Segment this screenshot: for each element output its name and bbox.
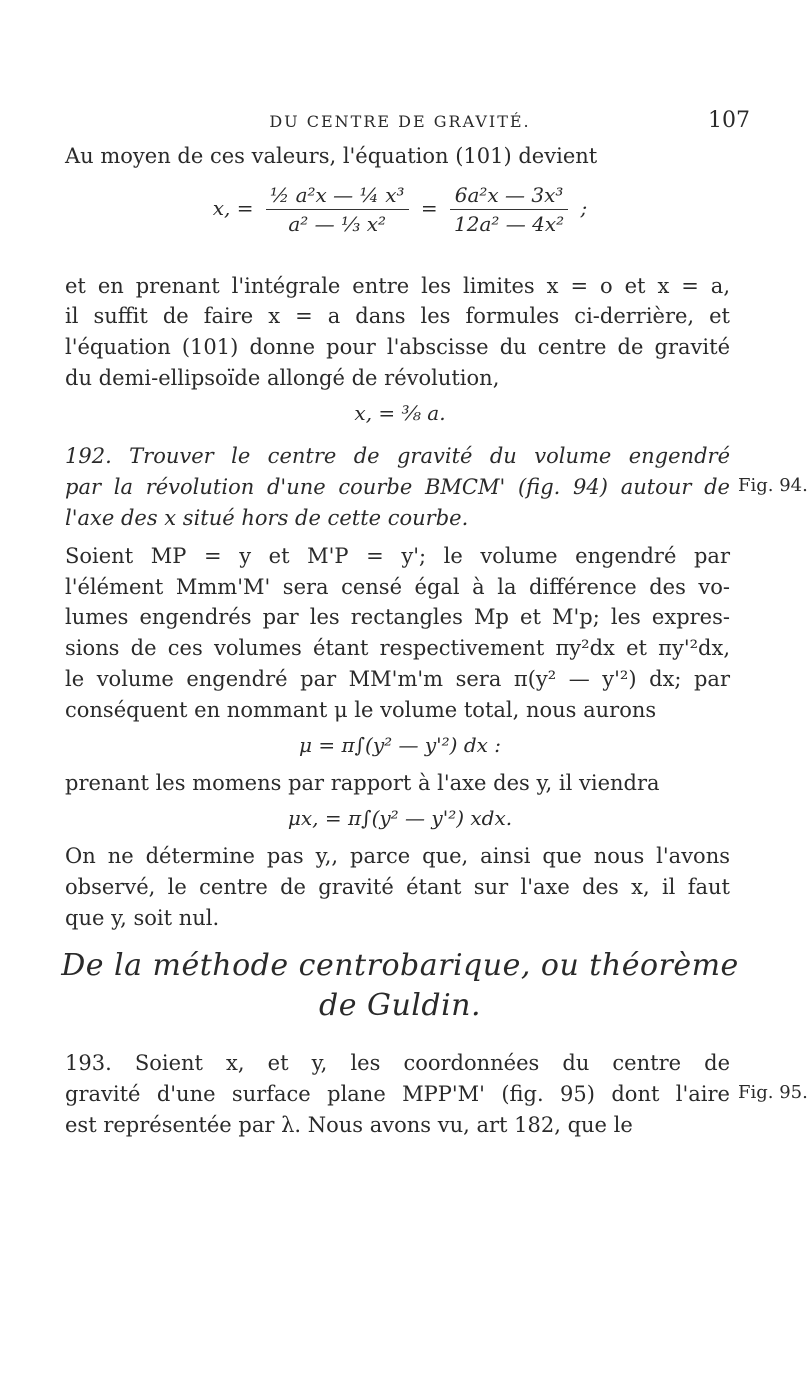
section-heading: De la méthode centrobarique, ou théorème: [61, 948, 739, 983]
paragraph-line: lumes engendrés par les rectangles Mp et M'p; les expres-: [65, 605, 730, 629]
paragraph-line: l'équation (101) donne pour l'abscisse du centre de gravité: [65, 335, 730, 359]
paragraph-line: prenant les momens par rapport à l'axe des y, il viendra: [65, 771, 660, 795]
paragraph-line: 193. Soient x, et y, les coordonnées du centre de: [65, 1051, 730, 1075]
paragraph-line: conséquent en nommant μ le volume total, nous aurons: [65, 698, 657, 722]
fraction-numerator: 6a²x — 3x³: [450, 183, 568, 210]
paragraph-line: l'élément Mmm'M' sera censé égal à la différence des vo-: [65, 575, 730, 599]
margin-figure-ref: Fig. 94.: [738, 475, 808, 496]
equation-moment: μx, = π∫(y² — y'²) xdx.: [287, 806, 513, 830]
equation-volume: μ = π∫(y² — y'²) dx :: [298, 733, 502, 757]
paragraph-line: gravité d'une surface plane MPP'M' (fig. 95) dont l'aire: [65, 1082, 730, 1106]
paragraph-line: On ne détermine pas y,, parce que, ainsi que nous l'avons: [65, 844, 730, 868]
eq-equals: =: [420, 196, 438, 220]
eq-lhs: x, =: [212, 196, 254, 220]
margin-figure-ref: Fig. 95.: [738, 1082, 808, 1103]
equation-fraction: [0, 183, 800, 236]
eq-end: ;: [580, 196, 588, 220]
paragraph-line: il suffit de faire x = a dans les formules ci-derrière, et: [65, 304, 730, 328]
paragraph-line: Soient MP = y et M'P = y'; le volume engendré par: [65, 544, 730, 568]
running-header: DU CENTRE DE GRAVITÉ.: [269, 112, 531, 131]
fraction-denominator: 12a² — 4x²: [454, 212, 565, 236]
paragraph-line: du demi-ellipsoïde allongé de révolution,: [65, 366, 500, 390]
problem-statement-line: 192. Trouver le centre de gravité du volume engendré: [65, 444, 730, 468]
fraction-left: [266, 183, 409, 236]
problem-statement-line: l'axe des x situé hors de cette courbe.: [65, 506, 469, 530]
paragraph-line: Au moyen de ces valeurs, l'équation (101) devient: [65, 144, 598, 168]
fraction-denominator: a² — ⅓ x²: [288, 212, 387, 236]
fraction-numerator: ½ a²x — ¼ x³: [266, 183, 409, 210]
section-heading: de Guldin.: [318, 988, 482, 1023]
paragraph-line: observé, le centre de gravité étant sur l'axe des x, il faut: [65, 875, 730, 899]
equation-result: x, = ⅜ a.: [354, 401, 446, 425]
fraction-right: [450, 183, 568, 236]
paragraph-line: sions de ces volumes étant respectivement πy²dx et πy'²dx,: [65, 636, 730, 660]
problem-statement-line: par la révolution d'une courbe BMCM' (fig. 94) autour de: [65, 475, 730, 499]
paragraph-line: le volume engendré par MM'm'm sera π(y² — y'²) dx; par: [65, 667, 730, 691]
paragraph-line: est représentée par λ. Nous avons vu, art 182, que le: [65, 1113, 633, 1137]
paragraph-line: que y, soit nul.: [65, 906, 220, 930]
page-number: 107: [708, 108, 750, 133]
paragraph-line: et en prenant l'intégrale entre les limites x = o et x = a,: [65, 274, 730, 298]
